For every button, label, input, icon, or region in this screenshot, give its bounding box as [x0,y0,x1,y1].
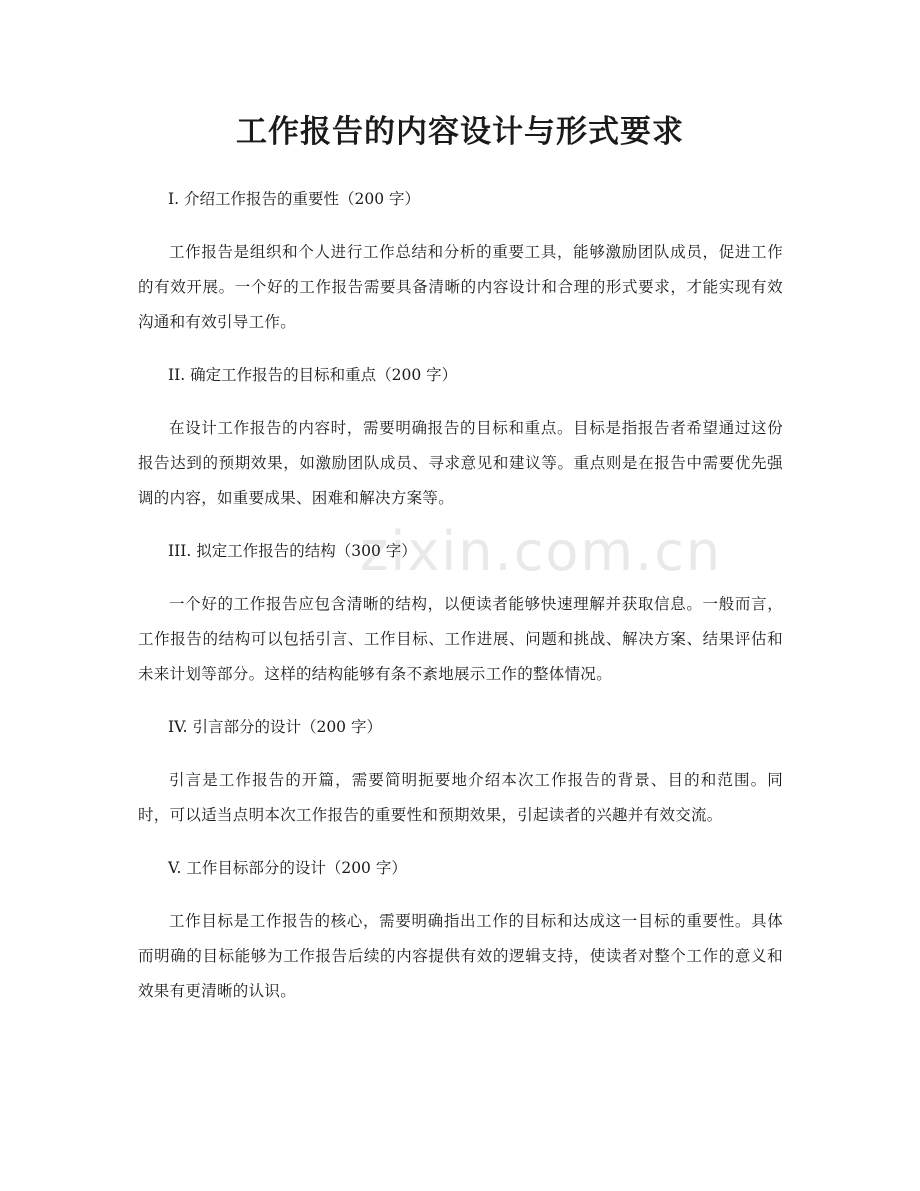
section-paragraph: 在设计工作报告的内容时，需要明确报告的目标和重点。目标是指报告者希望通过这份报告达到的预期效果，如激励团队成员、寻求意见和建议等。重点则是在报告中需要优先强调的内容，如重要成果、困难和解决方案等。 [138,419,783,507]
section-2 [138,358,783,534]
section-5 [138,851,783,1009]
section-paragraph: 工作目标是工作报告的核心，需要明确指出工作的目标和达成这一目标的重要性。具体而明确的目标能够为工作报告后续的内容提供有效的逻辑支持，使读者对整个工作的意义和效果有更清晰的认识。 [138,912,783,1000]
section-3 [138,534,783,710]
section-heading: II. 确定工作报告的目标和重点（200 字） [168,366,458,384]
document-body [138,182,783,1009]
section-heading: I. 介绍工作报告的重要性（200 字） [168,190,420,208]
section-heading: V. 工作目标部分的设计（200 字） [168,859,407,877]
section-heading: III. 拟定工作报告的结构（300 字） [168,542,417,560]
section-heading: IV. 引言部分的设计（200 字） [168,718,382,736]
page-title: 工作报告的内容设计与形式要求 [236,114,684,150]
section-paragraph: 一个好的工作报告应包含清晰的结构，以便读者能够快速理解并获取信息。一般而言，工作报告的结构可以包括引言、工作目标、工作进展、问题和挑战、解决方案、结果评估和未来计划等部分。这样的结构能够有条不紊地展示工作的整体情况。 [138,595,783,683]
section-4 [138,710,783,851]
section-1 [138,182,783,358]
watermark: zixin.com.cn [360,520,723,583]
section-paragraph: 引言是工作报告的开篇，需要简明扼要地介绍本次工作报告的背景、目的和范围。同时，可以适当点明本次工作报告的重要性和预期效果，引起读者的兴趣并有效交流。 [138,771,783,824]
section-paragraph: 工作报告是组织和个人进行工作总结和分析的重要工具，能够激励团队成员，促进工作的有效开展。一个好的工作报告需要具备清晰的内容设计和合理的形式要求，才能实现有效沟通和有效引导工作。 [138,243,783,331]
